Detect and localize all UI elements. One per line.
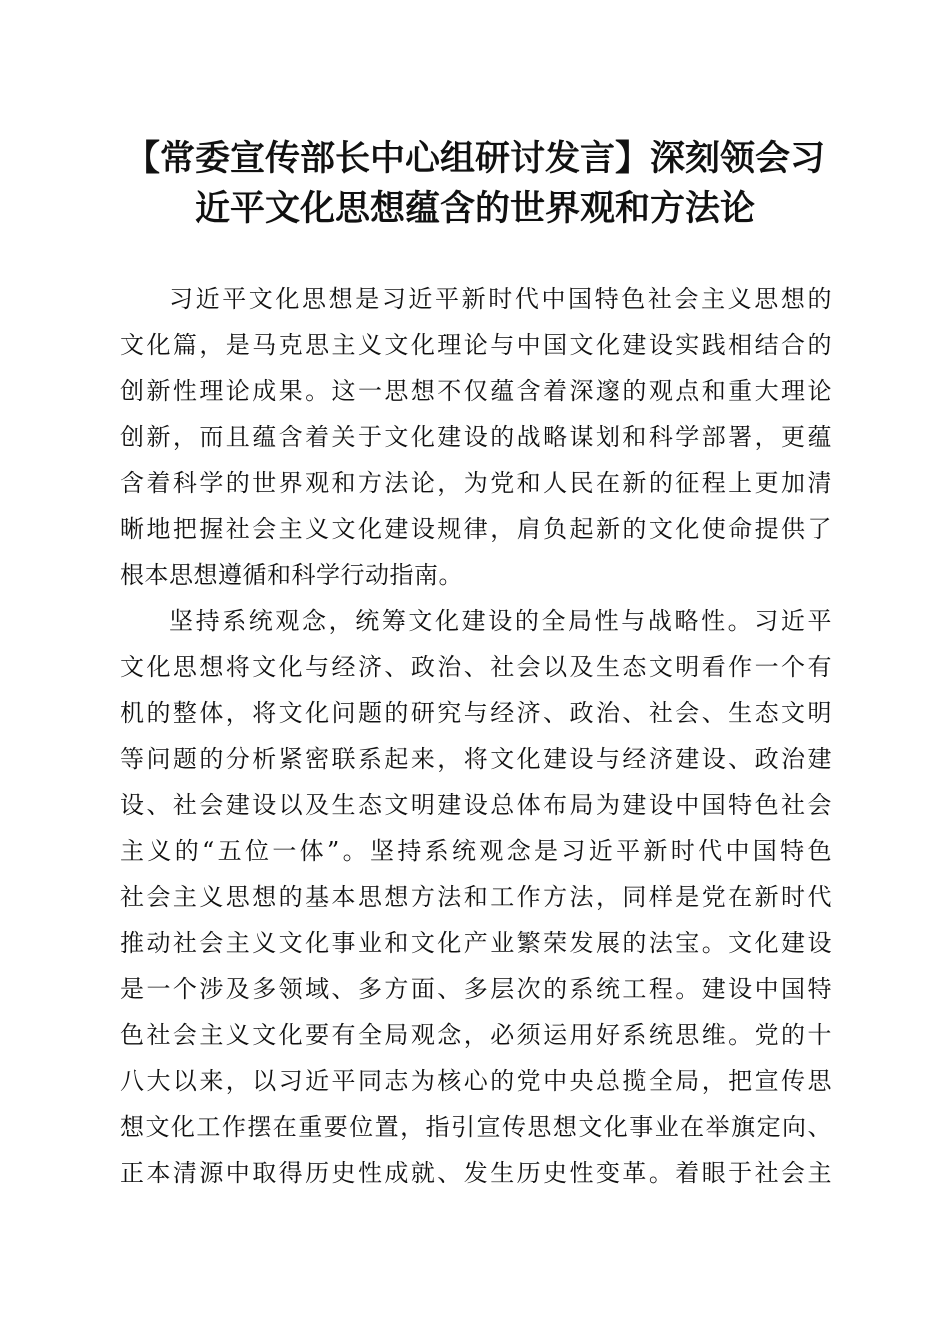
text-line: 正本清源中取得历史性成就、发生历史性变革。着眼于社会主 xyxy=(120,1159,832,1187)
document-body xyxy=(120,276,832,1196)
title-line: 【常委宣传部长中心组研讨发言】深刻领会习 xyxy=(124,138,825,179)
text-line: 设、社会建设以及生态文明建设总体布局为建设中国特色社会 xyxy=(120,791,832,819)
paragraph-system-view xyxy=(120,598,832,1196)
text-line: 主义的“五位一体”。坚持系统观念是习近平新时代中国特色 xyxy=(120,837,832,865)
text-line: 色社会主义文化要有全局观念，必须运用好系统思维。党的十 xyxy=(120,1021,832,1049)
text-line: 想文化工作摆在重要位置，指引宣传思想文化事业在举旗定向、 xyxy=(120,1113,832,1141)
paragraph-intro xyxy=(120,276,832,598)
text-line: 含着科学的世界观和方法论，为党和人民在新的征程上更加清 xyxy=(120,469,832,497)
text-line: 创新性理论成果。这一思想不仅蕴含着深邃的观点和重大理论 xyxy=(120,377,832,405)
text-line: 创新，而且蕴含着关于文化建设的战略谋划和科学部署，更蕴 xyxy=(120,423,832,451)
document-title xyxy=(100,134,850,234)
title-line: 近平文化思想蕴含的世界观和方法论 xyxy=(194,188,755,229)
text-line: 习近平文化思想是习近平新时代中国特色社会主义思想的 xyxy=(169,285,832,313)
text-line: 八大以来，以习近平同志为核心的党中央总揽全局，把宣传思 xyxy=(120,1067,832,1095)
text-line: 文化篇，是马克思主义文化理论与中国文化建设实践相结合的 xyxy=(120,331,832,359)
text-line: 晰地把握社会主义文化建设规律，肩负起新的文化使命提供了 xyxy=(120,515,832,543)
text-line: 文化思想将文化与经济、政治、社会以及生态文明看作一个有 xyxy=(120,653,832,681)
text-line: 坚持系统观念，统筹文化建设的全局性与战略性。习近平 xyxy=(169,607,832,635)
text-line: 机的整体，将文化问题的研究与经济、政治、社会、生态文明 xyxy=(120,699,832,727)
text-line: 等问题的分析紧密联系起来，将文化建设与经济建设、政治建 xyxy=(120,745,832,773)
text-line: 是一个涉及多领域、多方面、多层次的系统工程。建设中国特 xyxy=(120,975,832,1003)
text-line: 根本思想遵循和科学行动指南。 xyxy=(120,561,463,589)
text-line: 推动社会主义文化事业和文化产业繁荣发展的法宝。文化建设 xyxy=(120,929,832,957)
text-line: 社会主义思想的基本思想方法和工作方法，同样是党在新时代 xyxy=(120,883,832,911)
